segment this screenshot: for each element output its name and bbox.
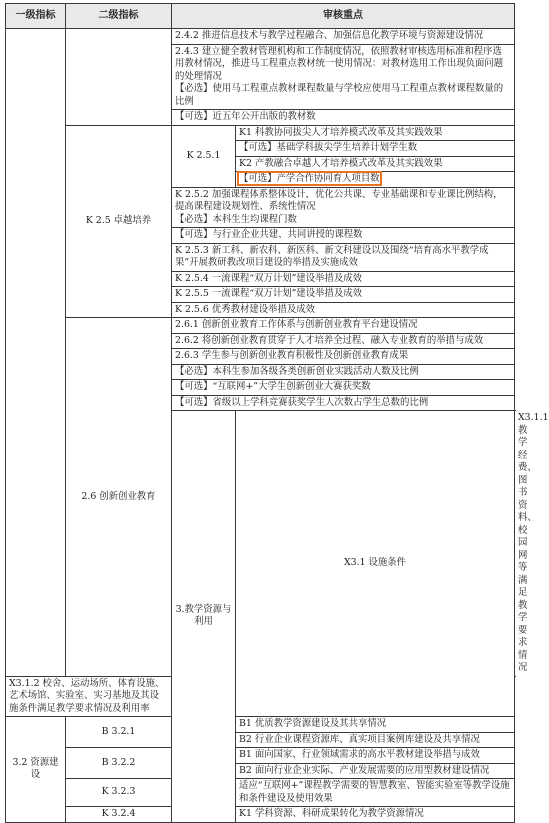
criterion-k2-5-2-optional: 【可选】与行业企业共建、共同讲授的课程数 bbox=[172, 228, 515, 244]
criterion-2-4-3 bbox=[172, 44, 515, 110]
criterion-2-6-3-optional-2: 【可选】省级以上学科竞赛获奖学生人次数占学生总数的比例 bbox=[172, 395, 515, 411]
header-level2: 二级指标 bbox=[66, 4, 172, 29]
table-header-row bbox=[6, 4, 515, 29]
level2-cell-2-4 bbox=[66, 29, 172, 126]
code-k3-2-3: K 3.2.3 bbox=[66, 779, 172, 807]
code-b3-2-1: B 3.2.1 bbox=[66, 717, 172, 748]
criterion-2-6-3: 2.6.3 学生参与创新创业教育积极性及创新创业教育成果 bbox=[172, 349, 515, 365]
criterion-k2-5-2-text: K 2.5.2 加强课程体系整体设计，优化公共课、专业基础课和专业课比例结构，提高课程建设规划性、系统性情况 bbox=[175, 188, 503, 212]
level1-cell-3: 3.教学资源与利用 bbox=[172, 411, 236, 823]
criterion-2-6-3-required: 【必选】本科生参加各级各类创新创业实践活动人数及比例 bbox=[172, 364, 515, 380]
criterion-k2-5-2-required: 【必选】本科生生均课程门数 bbox=[175, 213, 297, 225]
level2-cell-2-6: 2.6 创新创业教育 bbox=[66, 318, 172, 677]
criterion-b3-2-1-b1: B1 优质教学资源建设及其共享情况 bbox=[236, 717, 515, 733]
table-row bbox=[6, 748, 515, 764]
criterion-2-4-3-optional: 【可选】近五年公开出版的教材数 bbox=[172, 110, 515, 126]
highlight-box: 【可选】产学合作协同育人项目数 bbox=[239, 173, 380, 184]
table-row bbox=[6, 779, 515, 807]
criterion-k2-5-6: K 2.5.6 优秀教材建设举措及成效 bbox=[172, 302, 515, 318]
criterion-b3-2-2-b2: B2 面向行业企业实际、产业发展需要的应用型教材建设情况 bbox=[236, 763, 515, 779]
criterion-k2-5-1-k1-optional: 【可选】基础学科拔尖学生培养计划学生数 bbox=[236, 141, 515, 157]
level2-cell-k2-5: K 2.5 卓越培养 bbox=[66, 125, 172, 318]
criterion-k2-5-3: K 2.5.3 新工科、新农科、新医科、新文科建设以及围绕“培育高水平教学成果”开展教研教改项目建设的举措及实施成效 bbox=[172, 243, 515, 271]
criterion-2-4-3-required: 【必选】使用马工程重点教材课程数量与学校应使用马工程重点教材课程数量的比例 bbox=[175, 83, 504, 107]
table-row: 3.教学资源与利用 X3.1 设施条件 X3.1.1 教学经费、图书资料、校园网等满足教学要求情况 bbox=[6, 411, 515, 677]
criterion-k3-2-4: K1 学科资源、科研成果转化为教学资源情况 bbox=[236, 807, 515, 823]
table-row bbox=[6, 318, 515, 334]
criterion-k2-5-4: K 2.5.4 一流课程“双万计划”建设举措及成效 bbox=[172, 271, 515, 287]
level1-cell-2 bbox=[6, 29, 66, 677]
table-row bbox=[6, 125, 515, 141]
code-k2-5-1: K 2.5.1 bbox=[172, 125, 236, 187]
criterion-b3-2-2-b1: B1 面向国家、行业领域需求的高水平教材建设举措与成效 bbox=[236, 748, 515, 764]
code-k3-2-4: K 3.2.4 bbox=[66, 807, 172, 823]
criterion-x3-1-2: X3.1.2 校舍、运动场所、体育设施、艺术场馆、实验室、实习基地及其设施条件满足教学要求情况及利用率 bbox=[6, 676, 172, 717]
table-row bbox=[6, 29, 515, 45]
criterion-2-6-1: 2.6.1 创新创业教育工作体系与创新创业教育平台建设情况 bbox=[172, 318, 515, 334]
criterion-b3-2-1-b2: B2 行业企业课程资源库、真实项目案例库建设及共享情况 bbox=[236, 732, 515, 748]
criterion-k2-5-2 bbox=[172, 187, 515, 228]
criterion-2-4-2: 2.4.2 推进信息技术与教学过程融合、加强信息化教学环境与资源建设情况 bbox=[172, 29, 515, 45]
criterion-2-6-2: 2.6.2 将创新创业教育贯穿于人才培养全过程、融入专业教育的举措与成效 bbox=[172, 333, 515, 349]
criterion-k2-5-1-k2: K2 产教融合卓越人才培养模式改革及其实践效果 bbox=[236, 156, 515, 172]
criterion-k2-5-5: K 2.5.5 一流课程“双万计划”建设举措及成效 bbox=[172, 287, 515, 303]
audit-criteria-table bbox=[5, 3, 549, 823]
table-row bbox=[6, 807, 515, 823]
header-level1: 一级指标 bbox=[6, 4, 66, 29]
criterion-2-6-3-optional-1: 【可选】“互联网+”大学生创新创业大赛获奖数 bbox=[172, 380, 515, 396]
level2-cell-x3-1: X3.1 设施条件 bbox=[236, 411, 515, 717]
criterion-k2-5-1-k1: K1 科教协同拔尖人才培养模式改革及其实践效果 bbox=[236, 125, 515, 141]
table-row bbox=[6, 717, 515, 733]
level2-cell-3-2: 3.2 资源建设 bbox=[6, 717, 66, 823]
criterion-k3-2-3: 适应“互联网+”课程教学需要的智慧教室、智能实验室等教学设施和条件建设及使用效果 bbox=[236, 779, 515, 807]
code-b3-2-2: B 3.2.2 bbox=[66, 748, 172, 779]
criterion-2-4-3-text: 2.4.3 建立健全教材管理机构和工作制度情况，依照教材审核选用标准和程序选用教材情况，推进马工程重点教材统一使用情况：对教材选用工作出现负面问题的处理情况 bbox=[175, 45, 504, 82]
header-audit-focus: 审核重点 bbox=[172, 4, 515, 29]
criterion-k2-5-1-k2-optional bbox=[236, 172, 515, 188]
